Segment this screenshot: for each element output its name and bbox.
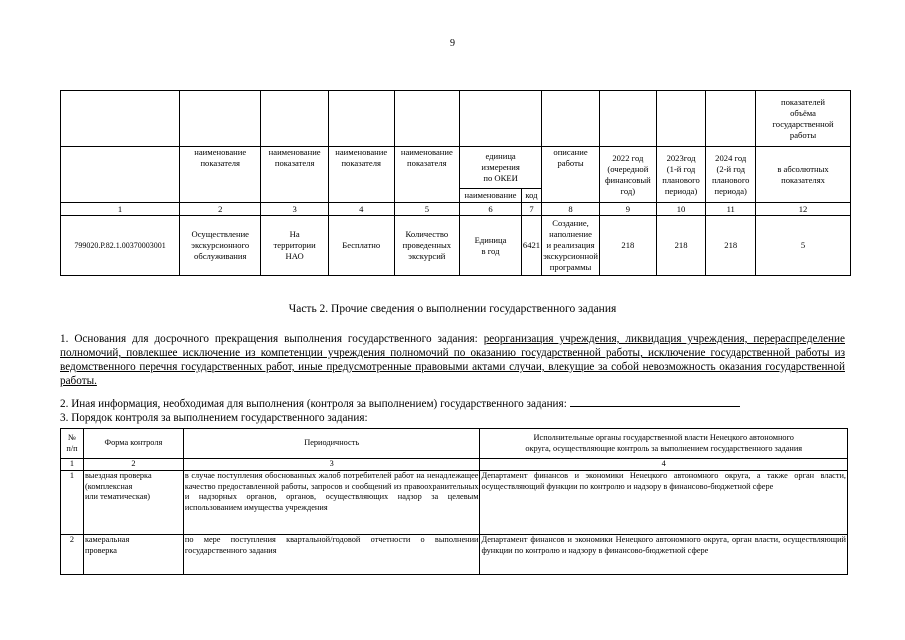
control-organ: Департамент финансов и экономики Ненецкого автономного округа, орган власти, осуществляющий функции по контролю и надзору в финансово-бюджетной сфере [480, 535, 848, 575]
column-number: 4 [328, 203, 394, 216]
paragraph-other-info [60, 396, 845, 411]
cell-value-absolute: 5 [756, 216, 851, 276]
column-number: 11 [706, 203, 756, 216]
header-cell-blank [706, 91, 756, 147]
column-number: 3 [261, 203, 329, 216]
header-work-description: описание работы [542, 147, 600, 203]
column-number: 10 [656, 203, 706, 216]
column-number: 9 [600, 203, 657, 216]
column-number: 1 [61, 203, 180, 216]
paragraph-control-procedure: 3. Порядок контроля за выполнением государственного задания: [60, 412, 368, 424]
cell-territory: На территории НАО [261, 216, 329, 276]
page-number: 9 [450, 38, 455, 49]
row-number: 2 [61, 535, 84, 575]
column-number: 12 [756, 203, 851, 216]
cell-payment: Бесплатно [328, 216, 394, 276]
column-number: 8 [542, 203, 600, 216]
column-number: 2 [180, 203, 261, 216]
cell-unit-code: 6421 [521, 216, 541, 276]
header-cell-blank [542, 91, 600, 147]
header-unit-code: код [521, 189, 541, 203]
paragraph-termination-grounds [60, 332, 845, 388]
periodicity: в случае поступления обоснованных жалоб потребителей работ на ненадлежащее качество предоставленной работы, запросов и сообщений из правоохранительных и надзорных органов, органов, осуществляющих надзор за целевым использованием имущества учреждения [183, 471, 480, 535]
part2-title: Часть 2. Прочие сведения о выполнении государственного задания [288, 303, 617, 315]
header-cell-blank [394, 91, 460, 147]
header-unit-okei: единица измерения по ОКЕИ [460, 147, 542, 189]
column-number: 6 [460, 203, 522, 216]
header-number: № п/п [61, 429, 84, 459]
column-number: 2 [83, 459, 183, 471]
column-number: 3 [183, 459, 480, 471]
header-control-organs: Исполнительные органы государственной власти Ненецкого автономного округа, осуществляющие контроль за выполнением государственного задания [480, 429, 848, 459]
header-cell-blank [328, 91, 394, 147]
cell-value-2024: 218 [706, 216, 756, 276]
header-indicator-name: наименование показателя [394, 147, 460, 203]
cell-unit-name: Единица в год [460, 216, 522, 276]
header-cell-blank [180, 91, 261, 147]
header-indicator-name: наименование показателя [328, 147, 394, 203]
header-year-2022: 2022 год (очередной финансовый год) [600, 147, 657, 203]
cell-value-2023: 218 [656, 216, 706, 276]
header-cell-blank [600, 91, 657, 147]
header-control-form: Форма контроля [83, 429, 183, 459]
cell-service-name: Осуществление экскурсионного обслуживания [180, 216, 261, 276]
header-cell-blank [261, 91, 329, 147]
header-indicator-name: наименование показателя [261, 147, 329, 203]
cell-work-description: Создание, наполнение и реализация экскурсионной программы [542, 216, 600, 276]
control-organ: Департамент финансов и экономики Ненецкого автономного округа, а также орган власти, осуществляющий функции по контролю и надзору в финансово-бюджетной сфере [480, 471, 848, 535]
header-cell-blank [61, 147, 180, 203]
header-cell-blank [656, 91, 706, 147]
paragraph-1-text: реорганизация учреждения, ликвидация учреждения, перераспределение полномочий, повлекшее исключение из компетенции учреждения полномочий по оказанию государственной работы, исключение государственной работы из ведомственного перечня государственных работ, иные предусмотренные правовыми актами случаи, влекущие за собой невозможность оказания государственной работы. [60, 333, 845, 387]
column-number: 5 [394, 203, 460, 216]
registry-code: 799020.Р.82.1.00370003001 [61, 216, 180, 276]
header-year-2024: 2024 год (2-й год планового периода) [706, 147, 756, 203]
header-absolute: в абсолютных показателях [756, 147, 851, 203]
header-volume-indicators: показателей объёма государственной работы [756, 91, 851, 147]
header-unit-name: наименование [460, 189, 522, 203]
row-number: 1 [61, 471, 84, 535]
control-form: выездная проверка (комплексная или тематическая) [83, 471, 183, 535]
volume-table [60, 90, 851, 276]
header-periodicity: Периодичность [183, 429, 480, 459]
column-number: 1 [61, 459, 84, 471]
header-year-2023: 2023год (1-й год планового периода) [656, 147, 706, 203]
control-table [60, 428, 848, 575]
control-form: камеральная проверка [83, 535, 183, 575]
column-number: 4 [480, 459, 848, 471]
header-cell-blank [61, 91, 180, 147]
blank-line [570, 396, 740, 407]
periodicity: по мере поступления квартальной/годовой отчетности о выполнении государственного задания [183, 535, 480, 575]
paragraph-2-text: 2. Иная информация, необходимая для выполнения (контроля за выполнением) государственного задания: [60, 398, 567, 410]
paragraph-1-label: 1. Основания для досрочного прекращения выполнения государственного задания: [60, 333, 484, 345]
header-cell-blank [460, 91, 542, 147]
column-number: 7 [521, 203, 541, 216]
header-indicator-name: наименование показателя [180, 147, 261, 203]
cell-value-2022: 218 [600, 216, 657, 276]
cell-indicator: Количество проведенных экскурсий [394, 216, 460, 276]
